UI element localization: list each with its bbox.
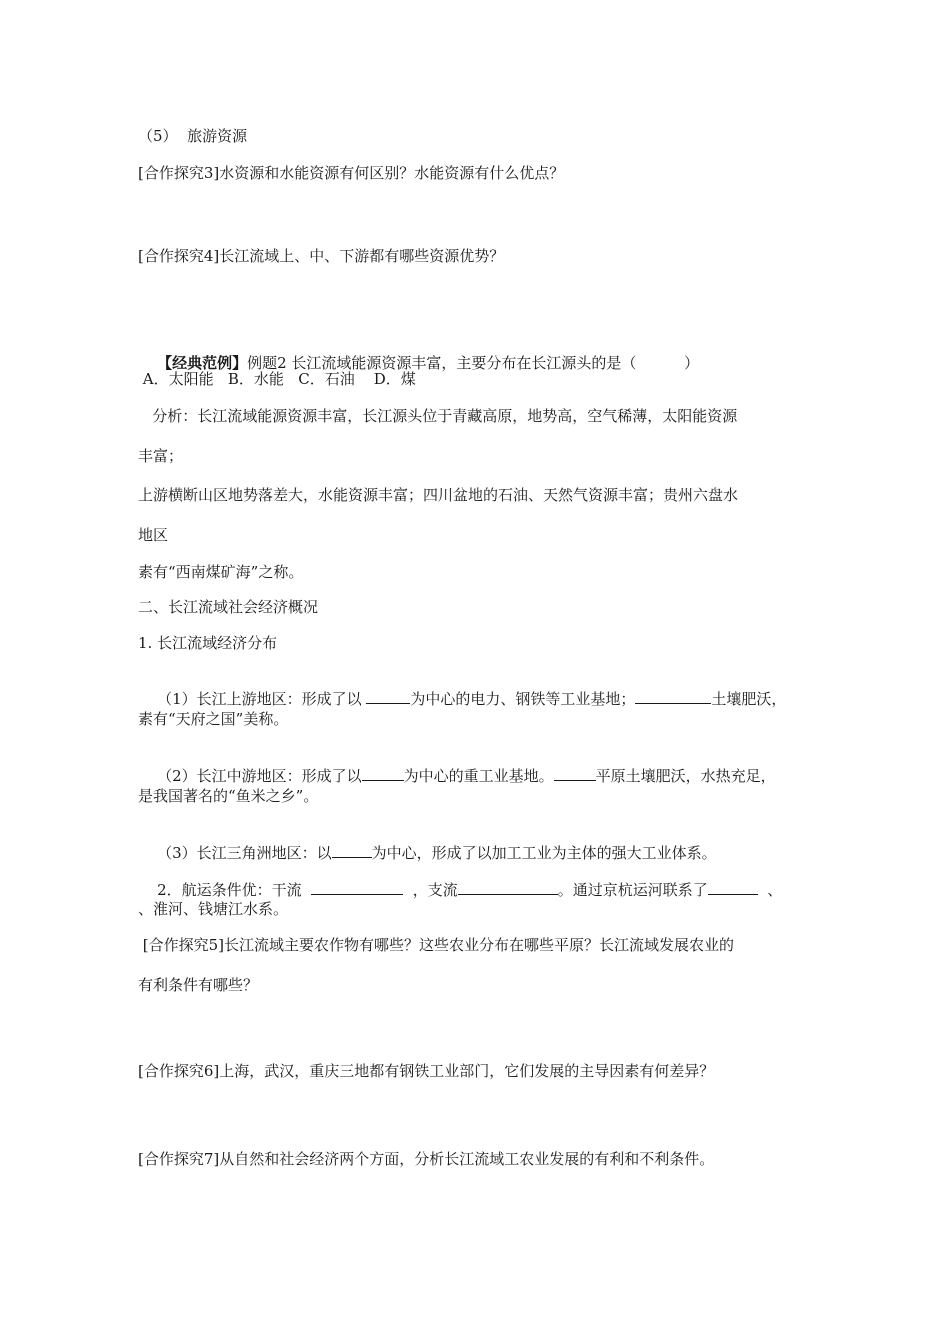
cooperative-inquiry-3: [合作探究3]水资源和水能资源有何区别？水能资源有什么优点？ xyxy=(138,164,565,182)
delta-text-b: 为中心，形成了以加工工业为主体的强大工业体系。 xyxy=(371,844,717,862)
upper-reaches-text-b: 为中心的电力、钢铁等工业基地； xyxy=(410,690,636,708)
fill-blank[interactable] xyxy=(458,880,558,895)
middle-reaches-line-2: 是我国著名的“鱼米之乡”。 xyxy=(138,787,319,805)
cooperative-inquiry-6: [合作探究6]上海，武汉，重庆三地都有钢铁工业部门，它们发展的主导因素有何差异？ xyxy=(138,1062,715,1080)
navigation-text-a: 2．航运条件优：干流 xyxy=(157,881,312,899)
middle-reaches-text-a: （2）长江中游地区：形成了以 xyxy=(157,767,362,785)
cooperative-inquiry-5: [合作探究5]长江流域主要农作物有哪些？这些农业分布在哪些平原？长江流域发展农业的 xyxy=(138,936,735,954)
example-options: A．太阳能 B．水能 C．石油 D．煤 xyxy=(138,370,416,388)
upper-reaches-text-a: （1）长江上游地区：形成了以 xyxy=(157,690,367,708)
fill-blank[interactable] xyxy=(311,880,403,895)
analysis-line-2: 丰富； xyxy=(138,447,184,465)
fill-blank[interactable] xyxy=(366,689,410,704)
fill-blank[interactable] xyxy=(635,689,711,704)
analysis-line-5: 素有“西南煤矿海”之称。 xyxy=(138,563,304,581)
middle-reaches-text-b: 为中心的重工业基地。 xyxy=(403,767,554,785)
analysis-line-1: 分析：长江流域能源资源丰富，长江源头位于青藏高原，地势高，空气稀薄，太阳能资源 xyxy=(138,407,738,425)
classic-example-tag: 【经典范例】 xyxy=(157,354,248,372)
delta-text-a: （3）长江三角洲地区：以 xyxy=(157,844,332,862)
navigation-text-b: ，支流 xyxy=(403,881,458,899)
upper-reaches-line-2: 素有“天府之国”美称。 xyxy=(138,710,289,728)
fill-blank[interactable] xyxy=(332,843,372,858)
middle-reaches-text-c: 平原土壤肥沃，水热充足， xyxy=(595,767,776,785)
section-heading-2: 二、长江流域社会经济概况 xyxy=(138,598,319,616)
navigation-text-c: 。通过京杭运河联系了 xyxy=(557,881,708,899)
item-tourism-resources: （5） 旅游资源 xyxy=(138,127,248,145)
navigation-text-d: 、 xyxy=(757,881,783,899)
fill-blank[interactable] xyxy=(362,766,404,781)
cooperative-inquiry-4: [合作探究4]长江流域上、中、下游都有哪些资源优势？ xyxy=(138,247,505,265)
fill-blank[interactable] xyxy=(554,766,596,781)
analysis-line-3: 上游横断山区地势落差大，水能资源丰富；四川盆地的石油、天然气资源丰富；贵州六盘水 xyxy=(138,486,739,504)
subheading-economic-distribution: 1. 长江流域经济分布 xyxy=(138,634,278,652)
analysis-line-4: 地区 xyxy=(138,526,169,544)
example-question-text: 例题2 长江流域能源资源丰富，主要分布在长江源头的是（ ） xyxy=(247,354,700,372)
cooperative-inquiry-5-line-2: 有利条件有哪些？ xyxy=(138,976,259,994)
cooperative-inquiry-7: [合作探究7]从自然和社会经济两个方面，分析长江流域工农业发展的有利和不利条件。 xyxy=(138,1150,715,1168)
upper-reaches-text-c: 土壤肥沃， xyxy=(711,690,787,708)
fill-blank[interactable] xyxy=(708,880,758,895)
navigation-line-2: 、淮河、钱塘江水系。 xyxy=(138,900,289,918)
